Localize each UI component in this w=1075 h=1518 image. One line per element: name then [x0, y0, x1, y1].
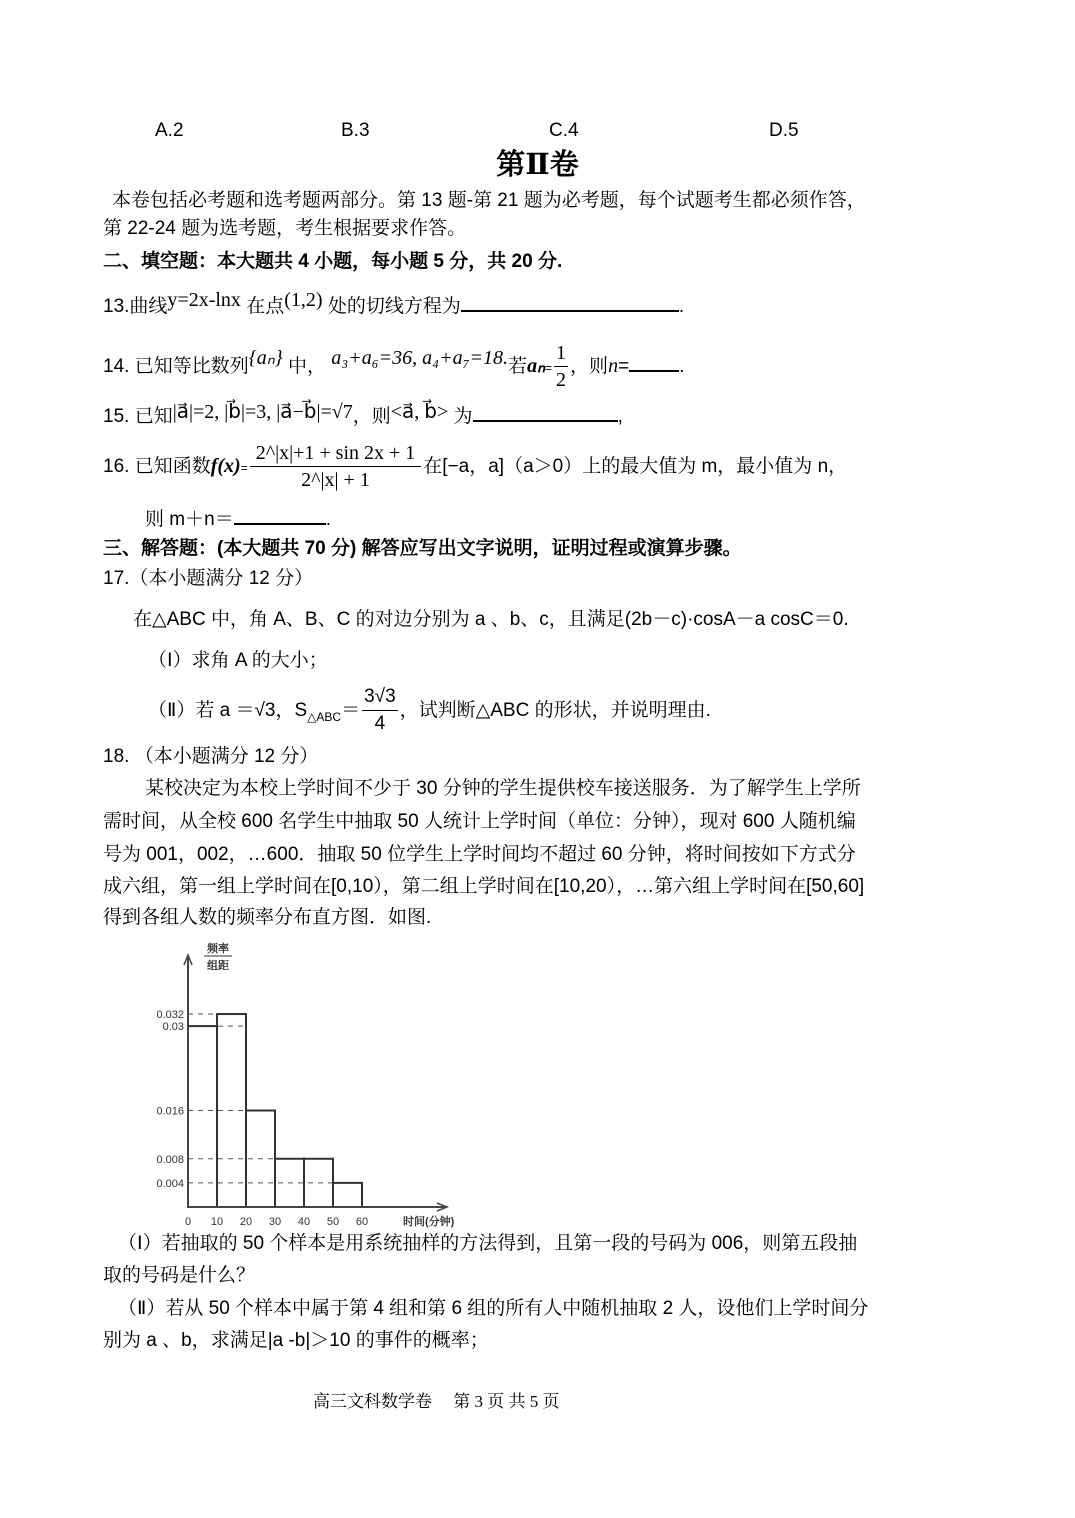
q14-label: 14. 已知等比数列 — [103, 356, 249, 377]
q16-fx: f(x) — [210, 455, 241, 477]
q17-fraction — [362, 684, 398, 737]
q14-an: aₙ — [527, 355, 546, 377]
answer-blank — [461, 292, 679, 312]
histogram-bar — [333, 1183, 362, 1207]
q17-stem: 在△ABC 中，角 A、B、C 的对边分别为 a 、b、c，且满足(2b－c)·cosA－a cosC＝0. — [133, 609, 849, 630]
q16-fraction — [250, 440, 422, 493]
x-tick-label: 50 — [326, 1216, 340, 1228]
histogram — [130, 935, 500, 1235]
q15-label: 15. 已知 — [103, 406, 173, 427]
answer-blank — [234, 505, 326, 525]
y-tick-label: 0.016 — [156, 1105, 184, 1118]
answer-blank — [629, 352, 679, 372]
y-tick-label: 0.032 — [156, 1009, 184, 1022]
q15-angle: <a⃗, b⃗> — [390, 401, 449, 423]
question-15 — [103, 400, 623, 429]
question-16-line2 — [145, 505, 331, 532]
q16-eq: = — [240, 461, 248, 475]
denominator: 2 — [556, 369, 567, 392]
intro-line: 本卷包括必考题和选考题两部分。第 13 题-第 21 题为必考题，每个试题考生都必须作答， — [112, 190, 866, 211]
q14-seq: {aₙ} — [248, 347, 283, 369]
q16-label: 16. 已知函数 — [103, 456, 211, 477]
part3-heading: 三、解答题：(本大题共 70 分) 解答应写出文字说明，证明过程或演算步骤。 — [103, 538, 742, 559]
y-tick-label: 0.03 — [162, 1021, 184, 1034]
punct: . — [325, 509, 331, 530]
y-tick-label: 0.008 — [156, 1153, 184, 1166]
q18-line: 号为 001，002，…600．抽取 50 位学生上学时间均不超过 60 分钟，将时间按如下方式分 — [103, 844, 856, 865]
answer-blank — [473, 402, 618, 422]
q13-text: 在点 — [246, 296, 285, 317]
q17-sub: △ABC — [307, 709, 342, 724]
question-14 — [103, 330, 684, 396]
q13-text: 处的切线方程为 — [327, 296, 461, 317]
q18-line: 某校决定为本校上学时间不少于 30 分钟的学生提供校车接送服务．为了解学生上学所 — [145, 778, 861, 799]
q17-part2 — [148, 683, 711, 745]
question-13 — [103, 288, 684, 319]
q17-eq: ＝ — [341, 700, 361, 721]
q14-eq: = — [618, 356, 630, 377]
numerator: 2^|x|+1 + sin 2x + 1 — [250, 440, 422, 467]
option-d: D.5 — [769, 120, 799, 141]
numerator: 3√3 — [362, 684, 398, 711]
denominator: 2^|x| + 1 — [301, 469, 370, 492]
denominator: 4 — [374, 713, 386, 735]
numerator: 1 — [554, 340, 568, 367]
q15-text: ，则 — [352, 406, 391, 427]
question-16 — [103, 436, 847, 498]
q14-text: 中， — [287, 356, 326, 377]
x-axis-label: 时间(分钟) — [403, 1216, 455, 1228]
punct: , — [617, 406, 623, 427]
option-b: B.3 — [341, 120, 370, 141]
q14-fraction — [554, 340, 568, 393]
q17-part1: （Ⅰ）求角 A 的大小； — [148, 650, 328, 671]
q18-line: 需时间，从全校 600 名学生中抽取 50 人统计上学时间（单位：分钟），现对 600 人随机编 — [103, 811, 856, 832]
q14-n: n — [608, 355, 619, 377]
q14-condition: a₃+a₆=36, a₄+a₇=18. — [331, 347, 509, 369]
intro-line: 第 22-24 题为选考题，考生根据要求作答。 — [103, 218, 467, 239]
x-tick-label: 30 — [268, 1216, 282, 1228]
punct: . — [678, 296, 685, 317]
section-title: 第Ⅱ卷 — [496, 149, 579, 181]
q16-text: 则 m＋n＝ — [145, 509, 234, 530]
q17-text: ，试判断△ABC 的形状，并说明理由. — [399, 700, 711, 721]
x-tick-label: 10 — [210, 1216, 224, 1228]
q18-part1: 取的号码是什么？ — [103, 1265, 256, 1286]
page-footer: 高三文科数学卷 第 3 页 共 5 页 — [313, 1392, 560, 1411]
q18-part1: （Ⅰ）若抽取的 50 个样本是用系统抽样的方法得到，且第一段的号码为 006，则第五段抽 — [118, 1233, 858, 1254]
q17-text: （Ⅱ）若 a ＝√3，S — [148, 700, 308, 721]
x-tick-label: 0 — [184, 1216, 192, 1228]
punct: . — [679, 356, 685, 377]
q15-condition: |a⃗|=2, |b⃗|=3, |a⃗−b⃗|=√7 — [172, 401, 353, 423]
part2-heading: 二、填空题：本大题共 4 小题，每小题 5 分，共 20 分. — [103, 251, 563, 272]
x-tick-label: 60 — [355, 1216, 369, 1228]
q13-formula: y=2x-lnx — [167, 289, 241, 311]
y-tick-label: 0.004 — [156, 1177, 184, 1190]
q14-text: 若 — [508, 356, 528, 377]
option-a: A.2 — [155, 120, 184, 141]
q18-title: 18. （本小题满分 12 分） — [103, 746, 319, 767]
q14-eq: = — [545, 361, 553, 375]
y-axis-label-bottom: 组距 — [207, 960, 229, 972]
y-axis-label-top: 频率 — [207, 943, 229, 955]
q13-point: (1,2) — [284, 289, 323, 311]
q18-line: 得到各组人数的频率分布直方图．如图. — [103, 907, 432, 928]
q18-part2: （Ⅱ）若从 50 个样本中属于第 4 组和第 6 组的所有人中随机抽取 2 人，设他们上学时间分 — [118, 1298, 869, 1319]
x-tick-label: 40 — [297, 1216, 311, 1228]
q13-label: 13.曲线 — [103, 296, 168, 317]
x-tick-label: 20 — [239, 1216, 253, 1228]
q17-title: 17.（本小题满分 12 分） — [103, 568, 314, 589]
q15-text: 为 — [453, 406, 473, 427]
histogram-bar — [188, 1026, 217, 1207]
q18-line: 成六组，第一组上学时间在[0,10），第二组上学时间在[10,20），…第六组上学时间在[50,60] — [103, 876, 865, 897]
option-c: C.4 — [549, 120, 579, 141]
q16-text: 在[−a，a]（a＞0）上的最大值为 m，最小值为 n， — [423, 456, 848, 477]
q14-text: ，则 — [570, 356, 609, 377]
q18-part2: 别为 a 、b，求满足|a -b|＞10 的事件的概率； — [103, 1330, 489, 1351]
